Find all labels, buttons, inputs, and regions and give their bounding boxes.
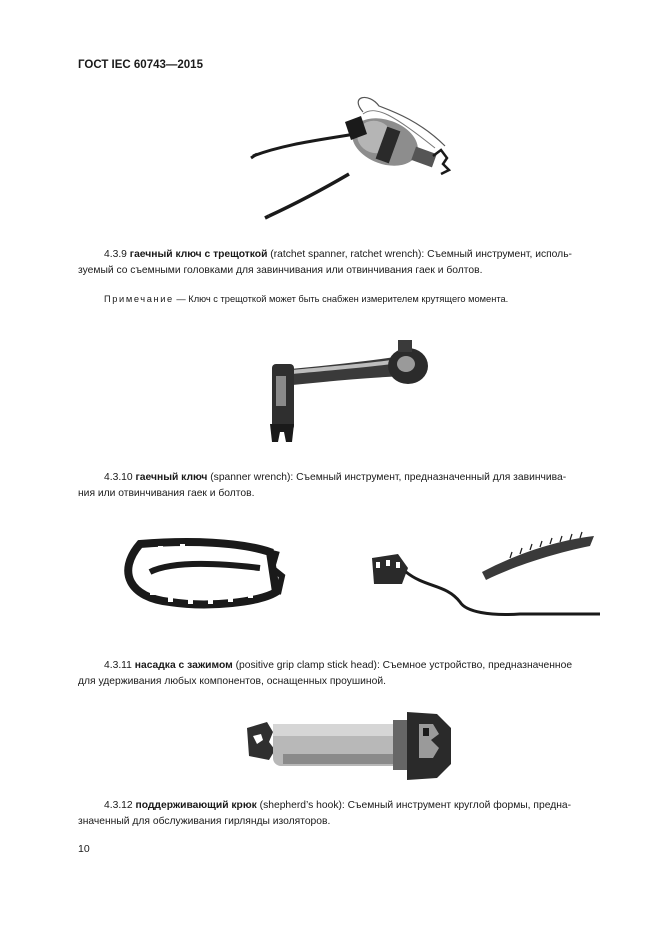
definition-line-1: (spanner wrench): Съемный инструмент, предназначенный для завинчива- (207, 472, 567, 483)
document-header: ГОСТ IEC 60743—2015 (78, 59, 203, 71)
section-number: 4.3.10 (104, 472, 133, 483)
section-number: 4.3.12 (104, 800, 133, 811)
term: гаечный ключ (135, 472, 208, 483)
definition-line-2: ния или отвинчивания гаек и болтов. (78, 488, 255, 499)
definition-line-1: (ratchet spanner, ratchet wrench): Съемный инструмент, исполь- (267, 249, 572, 260)
term: гаечный ключ с трещоткой (129, 249, 268, 260)
power-tool-figure (245, 92, 455, 227)
note (104, 294, 508, 304)
note-text: — Ключ с трещоткой может быть снабжен измерителем крутящего момента. (173, 294, 509, 304)
note-label: Примечание (104, 294, 174, 304)
term: насадка с зажимом (134, 660, 233, 671)
section-number: 4.3.11 (104, 660, 132, 671)
section-4-3-9 (78, 247, 614, 279)
definition-line-2: значенный для обслуживания гирлянды изоляторов. (78, 816, 331, 827)
section-4-3-10 (78, 470, 614, 502)
section-4-3-12 (78, 798, 614, 830)
section-number: 4.3.9 (104, 249, 127, 260)
term: поддерживающий крюк (135, 800, 257, 811)
definition-line-1: (positive grip clamp stick head): Съемное устройство, предназначенное (232, 660, 573, 671)
definition-line-1: (shepherd’s hook): Съемный инструмент круглой формы, предна- (256, 800, 572, 811)
ratchet-spanner-figure (262, 336, 432, 446)
page-number: 10 (78, 843, 90, 855)
spanner-wrench-figure (110, 532, 610, 647)
section-4-3-11 (78, 658, 614, 690)
definition-line-2: для удерживания любых компонентов, оснащенных проушиной. (78, 676, 386, 687)
grip-clamp-figure (243, 706, 455, 786)
definition-line-2: зуемый со съемными головками для завинчивания или отвинчивания гаек и болтов. (78, 265, 483, 276)
